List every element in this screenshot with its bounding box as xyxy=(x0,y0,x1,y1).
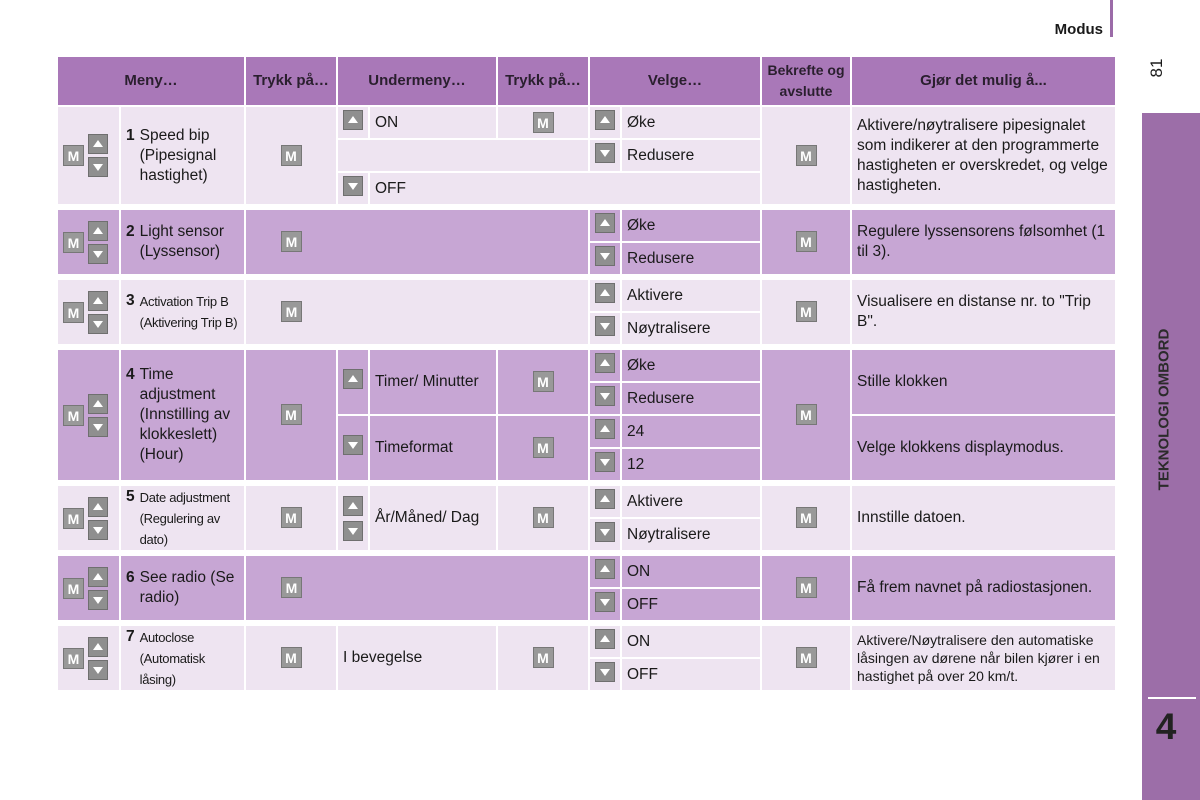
select-arrow xyxy=(590,589,620,620)
arrow-up-icon xyxy=(595,353,615,373)
page-section-title: Modus xyxy=(1054,21,1103,38)
confirm-m xyxy=(762,280,850,344)
arrow-down-icon xyxy=(595,246,615,266)
select-option: OFF xyxy=(622,589,760,620)
function-description: Innstille datoen. xyxy=(852,486,1115,550)
col-header-press: Trykk på… xyxy=(498,57,588,105)
select-arrow xyxy=(590,280,620,311)
table-row xyxy=(58,626,1115,657)
arrow-up-icon xyxy=(88,291,108,311)
press-m xyxy=(498,107,588,138)
select-option: ON xyxy=(622,556,760,587)
select-option: Aktivere xyxy=(622,486,760,517)
arrow-up-icon xyxy=(343,110,363,130)
col-header-menu: Meny… xyxy=(58,57,244,105)
table-row xyxy=(58,210,1115,241)
arrow-up-icon xyxy=(88,221,108,241)
submenu-item: I bevegelse xyxy=(338,626,496,690)
arrow-down-icon xyxy=(88,314,108,334)
menu-keys xyxy=(58,626,119,690)
arrow-down-icon xyxy=(595,452,615,472)
submenu-item: År/Måned/ Dag xyxy=(370,486,496,550)
confirm-m xyxy=(762,556,850,620)
menu-item-name: 7 Autoclose (Automatisk låsing) xyxy=(121,626,244,690)
table-row xyxy=(58,350,1115,381)
press-m xyxy=(246,626,336,690)
submenu-arrow xyxy=(338,173,368,204)
menu-item-name: 4 Time adjustment (Innstilling av klokkeslett) (Hour) xyxy=(121,350,244,480)
m-button-icon: M xyxy=(281,577,302,598)
select-arrow xyxy=(590,486,620,517)
arrow-up-icon xyxy=(88,637,108,657)
press-m xyxy=(246,107,336,204)
arrow-down-icon xyxy=(343,435,363,455)
submenu-empty xyxy=(338,140,588,171)
m-button-icon: M xyxy=(63,405,84,426)
select-option: OFF xyxy=(622,659,760,690)
arrow-down-icon xyxy=(88,417,108,437)
m-button-icon: M xyxy=(796,507,817,528)
menu-table xyxy=(56,55,1117,692)
menu-keys xyxy=(58,556,119,620)
m-button-icon: M xyxy=(63,648,84,669)
m-button-icon: M xyxy=(533,647,554,668)
table-row xyxy=(58,556,1115,587)
arrow-up-icon xyxy=(595,559,615,579)
chapter-number: 4 xyxy=(1155,706,1177,747)
select-option: Øke xyxy=(622,210,760,241)
arrow-down-icon xyxy=(88,520,108,540)
select-arrow xyxy=(590,416,620,447)
m-button-icon: M xyxy=(533,112,554,133)
m-button-icon: M xyxy=(796,301,817,322)
select-arrow xyxy=(590,659,620,690)
m-button-icon: M xyxy=(533,507,554,528)
chapter-label-text: TEKNOLOGI OMBORD xyxy=(1155,328,1173,491)
m-button-icon: M xyxy=(63,578,84,599)
select-arrow xyxy=(590,313,620,344)
menu-keys xyxy=(58,210,119,274)
select-option: Aktivere xyxy=(622,280,760,311)
confirm-m xyxy=(762,486,850,550)
select-option: Redusere xyxy=(622,383,760,414)
select-arrow xyxy=(590,210,620,241)
arrow-up-icon xyxy=(343,496,363,516)
select-option: Øke xyxy=(622,107,760,138)
arrow-down-icon xyxy=(343,176,363,196)
chapter-divider xyxy=(1148,697,1196,699)
m-button-icon: M xyxy=(281,231,302,252)
function-description: Aktivere/Nøytralisere den automatiske låsingen av dørene når bilen kjører i en hastighet på over 20 km/t. xyxy=(852,626,1115,690)
select-option: Nøytralisere xyxy=(622,313,760,344)
arrow-down-icon xyxy=(595,386,615,406)
select-option: Øke xyxy=(622,350,760,381)
menu-item-name: 2 Light sensor (Lyssensor) xyxy=(121,210,244,274)
m-button-icon: M xyxy=(63,232,84,253)
arrow-down-icon xyxy=(88,590,108,610)
arrow-up-icon xyxy=(595,419,615,439)
table-row xyxy=(58,107,1115,138)
m-button-icon: M xyxy=(63,508,84,529)
arrow-down-icon xyxy=(343,521,363,541)
select-arrow xyxy=(590,626,620,657)
table-header-row xyxy=(58,57,1115,105)
page-number-text: 81 xyxy=(1147,58,1166,78)
arrow-down-icon xyxy=(595,522,615,542)
menu-keys xyxy=(58,350,119,480)
m-button-icon: M xyxy=(281,145,302,166)
arrow-up-icon xyxy=(88,394,108,414)
header-divider xyxy=(1110,0,1113,37)
arrow-up-icon xyxy=(343,369,363,389)
press-m xyxy=(498,350,588,414)
press-m xyxy=(246,556,588,620)
submenu-arrow xyxy=(338,416,368,480)
submenu-item: ON xyxy=(370,107,496,138)
submenu-item: Timeformat xyxy=(370,416,496,480)
press-m xyxy=(498,486,588,550)
m-button-icon: M xyxy=(281,647,302,668)
confirm-m xyxy=(762,210,850,274)
menu-item-name: 1 Speed bip (Pipesignal hastighet) xyxy=(121,107,244,204)
m-button-icon: M xyxy=(281,404,302,425)
m-button-icon: M xyxy=(796,145,817,166)
arrow-up-icon xyxy=(595,283,615,303)
table-row xyxy=(58,280,1115,311)
col-header-press: Trykk på… xyxy=(246,57,336,105)
col-header-select: Velge… xyxy=(590,57,760,105)
m-button-icon: M xyxy=(63,145,84,166)
arrow-up-icon xyxy=(88,134,108,154)
col-header-submenu: Undermeny… xyxy=(338,57,496,105)
select-option: 24 xyxy=(622,416,760,447)
select-arrow xyxy=(590,556,620,587)
press-m xyxy=(498,416,588,480)
m-button-icon: M xyxy=(796,231,817,252)
submenu-arrow xyxy=(338,107,368,138)
press-m xyxy=(246,280,588,344)
confirm-m xyxy=(762,626,850,690)
col-header-enable: Gjør det mulig å... xyxy=(852,57,1115,105)
select-arrow xyxy=(590,449,620,480)
function-description: Aktivere/nøytralisere pipesignalet som indikerer at den programmerte hastigheten er overskredet, og velge hastigheten. xyxy=(852,107,1115,204)
submenu-arrow xyxy=(338,486,368,550)
confirm-m xyxy=(762,350,850,480)
col-header-confirm: Bekrefte og avslutte xyxy=(762,57,850,105)
menu-keys xyxy=(58,280,119,344)
arrow-up-icon xyxy=(595,489,615,509)
function-description: Stille klokken xyxy=(852,350,1115,414)
select-arrow xyxy=(590,519,620,550)
select-arrow xyxy=(590,383,620,414)
m-button-icon: M xyxy=(63,302,84,323)
press-m xyxy=(246,350,336,480)
m-button-icon: M xyxy=(796,647,817,668)
press-m xyxy=(246,486,336,550)
arrow-up-icon xyxy=(595,629,615,649)
press-m xyxy=(498,626,588,690)
m-button-icon: M xyxy=(533,437,554,458)
arrow-down-icon xyxy=(88,660,108,680)
arrow-up-icon xyxy=(88,567,108,587)
m-button-icon: M xyxy=(281,301,302,322)
menu-keys xyxy=(58,107,119,204)
m-button-icon: M xyxy=(533,371,554,392)
function-description: Velge klokkens displaymodus. xyxy=(852,416,1115,480)
arrow-down-icon xyxy=(88,157,108,177)
select-option: Nøytralisere xyxy=(622,519,760,550)
function-description: Regulere lyssensorens følsomhet (1 til 3). xyxy=(852,210,1115,274)
confirm-m xyxy=(762,107,850,204)
select-option: Redusere xyxy=(622,243,760,274)
arrow-down-icon xyxy=(595,316,615,336)
table-row xyxy=(58,486,1115,517)
submenu-item: OFF xyxy=(370,173,760,204)
submenu-arrow xyxy=(338,350,368,414)
submenu-item: Timer/ Minutter xyxy=(370,350,496,414)
arrow-up-icon xyxy=(595,110,615,130)
arrow-down-icon xyxy=(88,244,108,264)
select-arrow xyxy=(590,107,620,138)
arrow-down-icon xyxy=(595,592,615,612)
m-button-icon: M xyxy=(281,507,302,528)
menu-item-name: 3 Activation Trip B (Aktivering Trip B) xyxy=(121,280,244,344)
select-arrow xyxy=(590,140,620,171)
select-option: Redusere xyxy=(622,140,760,171)
function-description: Visualisere en distanse nr. to "Trip B". xyxy=(852,280,1115,344)
m-button-icon: M xyxy=(796,404,817,425)
select-arrow xyxy=(590,350,620,381)
function-description: Få frem navnet på radiostasjonen. xyxy=(852,556,1115,620)
select-option: 12 xyxy=(622,449,760,480)
arrow-up-icon xyxy=(595,213,615,233)
menu-item-name: 6 See radio (Se radio) xyxy=(121,556,244,620)
select-arrow xyxy=(590,243,620,274)
menu-item-name: 5 Date adjustment (Regulering av dato) xyxy=(121,486,244,550)
page-number xyxy=(1147,58,1167,88)
select-option: ON xyxy=(622,626,760,657)
arrow-down-icon xyxy=(595,662,615,682)
menu-keys xyxy=(58,486,119,550)
arrow-up-icon xyxy=(88,497,108,517)
arrow-down-icon xyxy=(595,143,615,163)
press-m xyxy=(246,210,588,274)
m-button-icon: M xyxy=(796,577,817,598)
